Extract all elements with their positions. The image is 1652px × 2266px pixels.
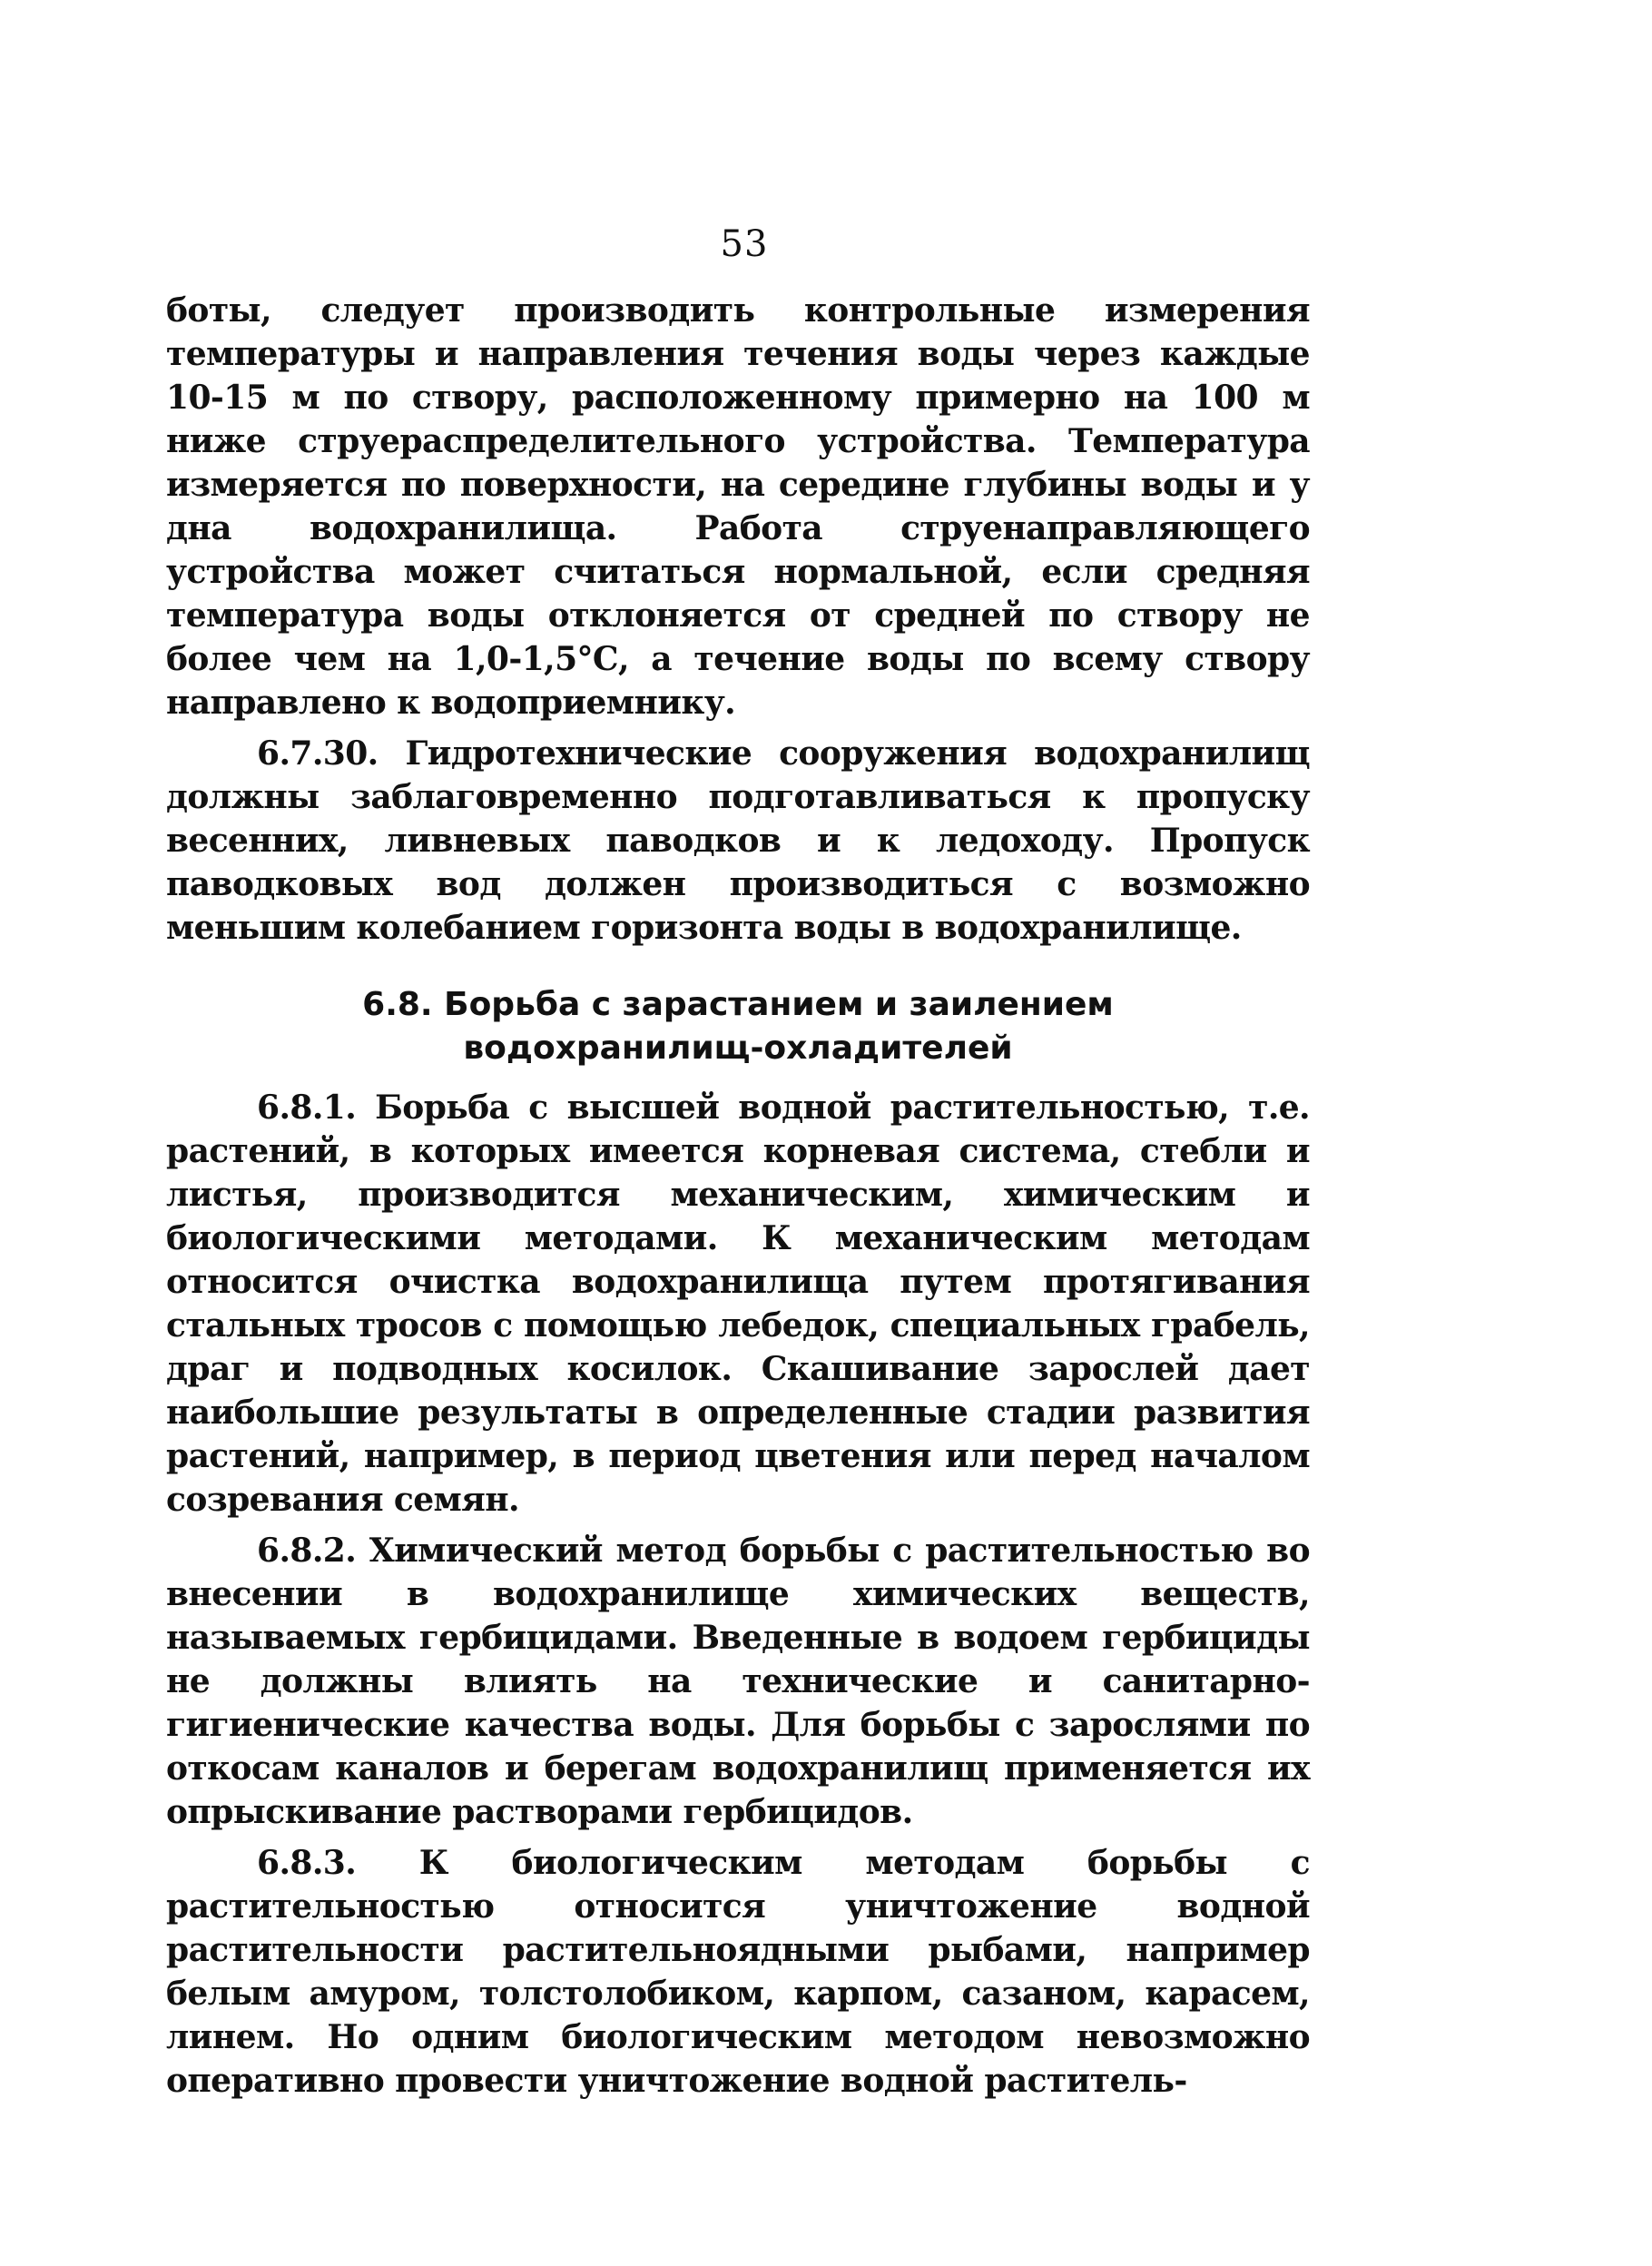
section-text xyxy=(166,1086,1310,2103)
section-heading xyxy=(166,983,1310,1070)
continuation-text xyxy=(166,289,1310,950)
paragraph-6-7-30: 6.7.30. Гидротехнические сооружения водохранилищ должны заблаговременно подготавливаться к пропуску весенних, ливневых паводков и к ледоходу. Пропуск паводковых вод должен производиться с возможно меньшим колебанием горизонта воды в водохранилище. xyxy=(166,734,1310,947)
page-number: 53 xyxy=(720,223,769,265)
paragraph-continued: боты, следует производить контрольные измерения температуры и направления течения воды через каждые 10-15 м по створу, расположенному примерно на 100 м ниже струераспределительного устройства. Температура измеряется по поверхности, на середине глубины воды и у дна водохранилища. Работа струенаправляющего устройства может считаться нормальной, если средняя температура воды отклоняется от средней по створу не более чем на 1,0-1,5°С, а течение воды по всему створу направлено к водоприемнику. xyxy=(166,291,1310,722)
paragraph-6-8-3: 6.8.3. К биологическим методам борьбы с растительностью относится уничтожение водной растительности растительноядными рыбами, например белым амуром, толстолобиком, карпом, сазаном, карасем, линем. Но одним биологическим методом невозможно оперативно провести уничтожение водной раститель- xyxy=(166,1844,1310,2100)
paragraph-6-8-2: 6.8.2. Химический метод борьбы с растительностью во внесении в водохранилище химических веществ, называемых гербицидами. Введенные в водоем гербициды не должны влиять на технические и санитарно-гигиенические качества воды. Для борьбы с зарослями по откосам каналов и берегам водохранилищ применяется их опрыскивание растворами гербицидов. xyxy=(166,1532,1310,1831)
section-heading-line-2: водохранилищ-охладителей xyxy=(463,1030,1013,1067)
section-heading-line-1: 6.8. Борьба с зарастанием и заилением xyxy=(362,986,1114,1023)
paragraph-6-8-1: 6.8.1. Борьба с высшей водной растительностью, т.е. растений, в которых имеется корневая система, стебли и листья, производится механическим, химическим и биологическими методами. К механическим методам относится очистка водохранилища путем протягивания стальных тросов с помощью лебедок, специальных грабель, драг и подводных косилок. Скашивание зарослей дает наибольшие результаты в определенные стадии развития растений, например, в период цветения или перед началом созревания семян. xyxy=(166,1089,1310,1519)
